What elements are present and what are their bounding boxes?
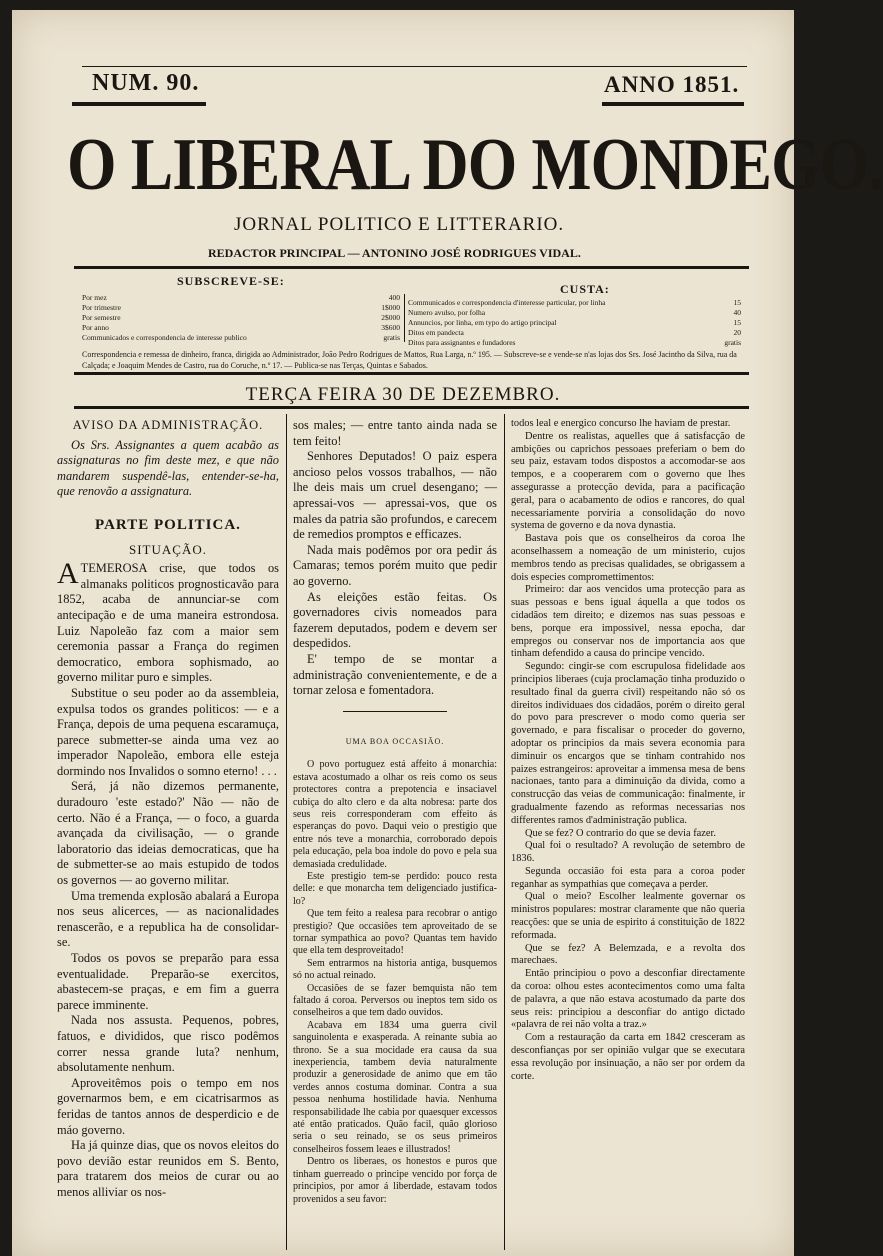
article-title: SITUAÇÃO. xyxy=(129,541,207,557)
paragraph: TEMEROSA crise, que todos os almanaks politicos prognosticavão para 1852, acaba de annunciar-se com antecipação e de uma maneira estrondosa. Luiz Napoleão faz com a maior sem ceremonia passar a França do regimen democratico, embora sophismado, ao governo militar puro e simples. xyxy=(57,561,279,685)
cost-heading: CUSTA: xyxy=(560,282,610,296)
paragraph: Aproveitêmos pois o tempo em nos governarmos bem, e em cicatrisarmos as feridas de tantos annos de desperdicio e de máo governo. xyxy=(57,1075,279,1137)
rate-label: Ditos para assignantes e fundadores xyxy=(408,338,516,347)
paragraph: Qual o meio? Escolher lealmente governar os ministros populares: mostrar claramente que não queria reacções: que se unia de espirito á constituição de 1822 reformada. xyxy=(511,891,745,941)
paragraph: Ha já quinze dias, que os novos eleitos do povo devião estar reunidos em S. Bento, para tratarem dos meios de curar ou ao menos alliviar os nos- xyxy=(57,1138,279,1199)
rate-row xyxy=(408,308,741,318)
paragraph: Acabava em 1834 uma guerra civil sanguinolenta e exasperada. A reinante subia ao throno. Se a sua mocidade era causa da sua inexperiencia, tambem devia naturalmente produzir a generosidade de animo que em tão verdes annos costuma dominar. Contra a sua pessoa nenhuma hostilidade havia. Nenhuma responsabilidade lhe cabia por quaesquer excessos até então praticados. Quão facil, quão glorioso seria o seu reinado, se os seus primeiros conselheiros fossem leaes e illustrados! xyxy=(293,1019,497,1155)
column-3 xyxy=(511,418,745,1083)
paragraph: Que tem feito a realesa para recobrar o antigo prestigio? Que occasiões tem aproveitado de se tornar sympathica ao povo? Quantas tem havido que ella tem desproveitado! xyxy=(293,908,497,957)
column-1 xyxy=(57,418,279,1201)
rate-row xyxy=(82,303,400,313)
rate-row xyxy=(82,323,400,333)
rate-label: Ditos em pandecta xyxy=(408,328,464,337)
subtitle: JORNAL POLITICO E LITTERARIO. xyxy=(234,214,565,235)
rate-value: 2$000 xyxy=(381,313,400,322)
rate-label: Por anno xyxy=(82,323,109,332)
paragraph: Qual foi o resultado? A revolução de setembro de 1836. xyxy=(511,840,745,865)
issue-number: NUM. 90. xyxy=(92,70,200,96)
box-divider xyxy=(404,294,405,342)
subscribe-heading: SUBSCREVE-SE: xyxy=(177,274,285,288)
notice-title: AVISO DA ADMINISTRAÇÃO. xyxy=(72,418,264,432)
paragraph: Senhores Deputados! O paiz espera ancioso pelos vossos trabalhos, — não lhe deis mais um cruel desengano; — apressai-vos — apressai-vos, que os males da patria são profundos, e carecem de remedios promptos e efficazes. xyxy=(293,449,498,542)
rate-value: 3$600 xyxy=(381,323,400,332)
rate-row xyxy=(408,318,741,328)
paragraph: O povo portuguez está affeito á monarchia: estava acostumado a olhar os reis como os seus protectores contra a prepotencia e insaciavel cubiça do alto clero e da alta nobresa: parte dos seus reis corresponderam com effeito ás esperanças do povo. Daqui veio o prestigio que entre nós teve a monarchia, corroborado depois pela educação, pela boa indole do povo e pela sua demasiada credulidade. xyxy=(293,759,497,870)
column-rule xyxy=(286,414,287,1250)
rule-right xyxy=(602,102,744,106)
paragraph: Que se fez? A Belemzada, e a revolta dos marechaes. xyxy=(511,942,745,967)
date-rule-bottom xyxy=(74,406,749,409)
paragraph: Com a restauração da carta em 1842 cresceram as desconfianças por ser opinião vulgar que se executara essa revolução por insinuação, a não ser por ordem da corte. xyxy=(511,1032,745,1082)
section-title: PARTE POLITICA. xyxy=(95,516,241,533)
separator-rule xyxy=(343,711,447,712)
notice-text: Os Srs. Assignantes a quem acabão as assignaturas no fim deste mez, e que não mandarem suspendê-las, entender-se-ha, que renovão a assignatura. xyxy=(57,437,279,499)
rule-left xyxy=(72,102,206,106)
rate-label: Communicados e correspondencia d'interesse particular, por linha xyxy=(408,298,606,307)
paragraph: Occasiões de se fazer bemquista não tem faltado á coroa. Perversos ou ineptos tem sido os conselheiros a que tem dado ouvidos. xyxy=(293,982,497,1019)
rate-label: Numero avulso, por folha xyxy=(408,308,486,317)
drop-cap: A xyxy=(57,557,79,591)
rate-value: 15 xyxy=(733,318,741,327)
paragraph: Então principiou o povo a desconfiar directamente da coroa: olhou estes acontecimentos como uma falta de palavra, a que não estava acostumado da parte dos seus reis: principiou a desconfiar do antigo dictado «palavra de rei não volta a traz.» xyxy=(511,968,745,1031)
rate-value: 15 xyxy=(733,298,741,307)
paragraph: Segundo: cingir-se com escrupulosa fidelidade aos principios liberaes (cuja proclamação tinha produzido o resultado final da guerra civil) respeitando não só os direitos individuaes dos cidadãos, porém o direito geral do povo para prescrever o modo como queria ser governado, e para fiscalisar o proceder do governo, adoptar os principios da mais severa economia para diminuir os encargos que se tinham contrahido nos paizes estrangeiros: aproveitar a immensa mesa de bens nacionaes, tanto para a diminuição da divida, como a construcção das veias de communicação: finalmente, ir gradualmente fazendo as reformas necessarias nos differentes ramos d'administração publica. xyxy=(511,661,745,826)
rate-row xyxy=(82,333,400,343)
paragraph: Todos os povos se preparão para essa eventualidade. Preparão-se exercitos, abastecem-se praças, e em fim a guerra parece imminente. xyxy=(57,951,279,1012)
paragraph: As eleições estão feitas. Os governadores civis nomeados para fazerem deputados, podem e devem ser despedidos. xyxy=(293,589,497,651)
rate-label: Por trimestre xyxy=(82,303,121,312)
rate-value: 400 xyxy=(388,293,400,302)
paragraph: Será, já não dizemos permanente, duradouro 'este estado?' Não — não de certo. Não é a França, — o foco, a guarda avançada da civilisação, — o grande laboratorio das ideias democraticas, que ha de submetter-se ao mais estupido de todos os governos — ao governo militar. xyxy=(57,779,279,888)
paragraph: Este prestigio tem-se perdido: pouco resta delle: e que monarcha tem deligenciado justifica-lo? xyxy=(293,870,497,907)
newspaper-page xyxy=(12,10,883,1256)
box-top-rule xyxy=(74,266,749,269)
paragraph: Uma tremenda explosão abalará a Europa nos seus alicerces, — as nacionalidades renascerão, e a republica ha de consolidar-se. xyxy=(57,888,279,950)
issue-date: TERÇA FEIRA 30 DE DEZEMBRO. xyxy=(245,384,561,405)
issue-year: ANNO 1851. xyxy=(604,72,740,97)
rate-value: 20 xyxy=(733,328,741,337)
paragraph: sos males; — entre tanto ainda nada se tem feito! xyxy=(293,418,497,448)
paragraph: todos leal e energico concurso lhe haviam de prestar. xyxy=(511,418,731,429)
rate-value: gratis xyxy=(383,333,400,342)
subscription-footer: Correspondencia e remessa de dinheiro, franca, dirigida ao Administrador, João Pedro Rodrigues de Mattos, Rua Larga, n.º 195. — Subscreve-se e vende-se n'as lojas dos Srs. José Jacintho da Silva, rua da Calçada; e Joaquim Mendes de Castro, rua do Coruche, n.º 17. — Publica-se nas Terças, Quintas e Sabados. xyxy=(82,350,737,370)
paragraph: Sem entrarmos na historia antiga, busquemos só no actual reinado. xyxy=(293,957,497,982)
paragraph: Substitue o seu poder ao da assembleia, expulsa todos os grandes politicos: — e a França, depois de uma pequena escaramuça, parece submetter-se ainda uma vez ao imperador Napoleão, embora elle esteja dormindo nos Invalidos o somno eterno! . . . xyxy=(57,685,279,778)
rate-value: 1$000 xyxy=(381,303,400,312)
date-rule-top xyxy=(74,372,749,375)
paragraph: Bastava pois que os conselheiros da coroa lhe aconselhassem a nomeação de um ministerio, cujos membros tendo as precisas qualidades, se obrigassem a dois especies compromettimentos: xyxy=(511,533,745,583)
top-rule xyxy=(82,66,747,67)
paragraph: Nada nos assusta. Pequenos, pobres, fatuos, e divididos, que risco podêmos correr nessa grande luta? nenhum, absolutamente nenhum. xyxy=(57,1013,279,1075)
paragraph: E' tempo de se montar a administração convenientemente, e de a tornar zelosa e fomentadora. xyxy=(293,651,497,698)
paragraph: Primeiro: dar aos vencidos uma protecção para as suas pessoas e bens igual áquella a que todos os cidadãos tem direito; e dizemos nas suas pessoas e bens, porque era impossivel, nessa epocha, dar empregos ou conservar nos de importancia aos que tinham defendido a causa do principe vencido. xyxy=(511,584,745,660)
column-2 xyxy=(293,418,497,1206)
rate-label: Por mez xyxy=(82,293,107,302)
rate-label: Annuncios, por linha, em typo do artigo principal xyxy=(408,318,557,327)
rate-value: gratis xyxy=(724,338,741,347)
editor-line: REDACTOR PRINCIPAL — ANTONINO JOSÉ RODRIGUES VIDAL. xyxy=(208,246,581,260)
paragraph: Que se fez? O contrario do que se devia fazer. xyxy=(525,827,716,839)
rate-row xyxy=(408,328,741,338)
rate-value: 40 xyxy=(733,308,741,317)
column-rule xyxy=(504,414,505,1250)
article-title: UMA BOA OCCASIÃO. xyxy=(345,736,445,746)
paragraph: Segunda occasião foi esta para a coroa poder reganhar as sympathias que começava a perder. xyxy=(511,865,745,890)
rate-row xyxy=(82,313,400,323)
rate-row xyxy=(408,338,741,348)
masthead-title: O LIBERAL DO MONDEGO. xyxy=(67,124,883,206)
paragraph: Dentro os liberaes, os honestos e puros que tinham guerreado o principe vencido por força de principios, por amor á liberdade, estavam todos provenidos a seu favor: xyxy=(293,1156,497,1205)
rate-label: Communicados e correspondencia de interesse publico xyxy=(82,333,247,342)
paragraph: Dentre os realistas, aquelles que á satisfacção de ambições ou caprichos pessoaes preferiam o bem do seu paiz, estavam todos dispostos a accomodar-se aos tempos, e a cooperarem com o governo que lhes assegurasse a protecção devida, para a pacificação geral, para o acabamento de odios e rancores, do qual necessariamente porviria a consolidação do novo systema de governo e da nova dynastia. xyxy=(511,430,745,532)
paragraph: Nada mais podêmos por ora pedir ás Camaras; temos porém muito que pedir ao governo. xyxy=(293,542,497,588)
rate-row xyxy=(408,298,741,308)
rate-row xyxy=(82,293,400,303)
rate-label: Por semestre xyxy=(82,313,121,322)
